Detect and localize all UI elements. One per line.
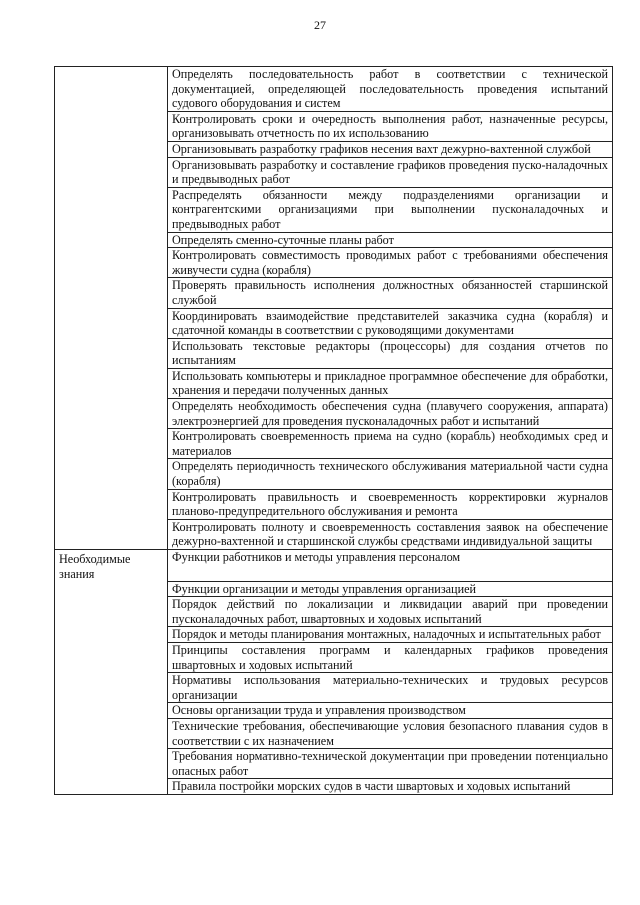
table-row <box>55 232 613 248</box>
requirement-item: Определять необходимость обеспечения судна (плавучего сооружения, аппарата) электроэнергией для проведения пусконаладочных работ и испытаний <box>168 399 613 429</box>
requirement-item: Требования нормативно-технической документации при проведении потенциально опасных работ <box>168 749 613 779</box>
section-label-cell <box>55 519 168 549</box>
section-label-cell <box>55 429 168 459</box>
section-label-cell <box>55 749 168 779</box>
requirement-item: Определять последовательность работ в соответствии с технической документацией, определяющей последовательность проведения испытаний судового оборудования и систем <box>168 67 613 112</box>
requirement-item: Проверять правильность исполнения должностных обязанностей старшинской службой <box>168 278 613 308</box>
table-row <box>55 581 613 597</box>
section-label-cell <box>55 673 168 703</box>
section-label-cell <box>55 111 168 141</box>
section-label-cell <box>55 232 168 248</box>
table-row <box>55 489 613 519</box>
requirement-item: Определять сменно-суточные планы работ <box>168 232 613 248</box>
section-label-cell <box>55 278 168 308</box>
requirement-item: Организовывать разработку и составление графиков проведения пуско-наладочных и предвыводных работ <box>168 157 613 187</box>
section-label-cell <box>55 368 168 398</box>
table-row <box>55 141 613 157</box>
requirement-item: Основы организации труда и управления производством <box>168 703 613 719</box>
section-label-cell <box>55 489 168 519</box>
requirement-item: Технические требования, обеспечивающие условия безопасного плавания судов в соответствии с их назначением <box>168 719 613 749</box>
section-label-cell <box>55 550 168 582</box>
section-label-cell <box>55 67 168 112</box>
table-row <box>55 703 613 719</box>
requirement-item: Использовать компьютеры и прикладное программное обеспечение для обработки, хранения и передачи полученных данных <box>168 368 613 398</box>
requirement-item: Функции организации и методы управления организацией <box>168 581 613 597</box>
requirement-item: Распределять обязанности между подразделениями организации и контрагентскими организациями при выполнении пусконаладочных и предвыводных работ <box>168 187 613 232</box>
table-row <box>55 429 613 459</box>
table-row <box>55 673 613 703</box>
requirement-item: Контролировать сроки и очередность выполнения работ, назначенные ресурсы, организовывать отчетность по их использованию <box>168 111 613 141</box>
requirement-item: Контролировать своевременность приема на судно (корабль) необходимых сред и материалов <box>168 429 613 459</box>
requirements-table <box>54 66 613 795</box>
section-label-cell <box>55 719 168 749</box>
section-label-cell <box>55 643 168 673</box>
section-label-cell <box>55 597 168 627</box>
requirement-item: Организовывать разработку графиков несения вахт дежурно-вахтенной службой <box>168 141 613 157</box>
table-row <box>55 278 613 308</box>
table-row <box>55 519 613 549</box>
requirement-item: Использовать текстовые редакторы (процессоры) для создания отчетов по испытаниям <box>168 338 613 368</box>
table-row <box>55 719 613 749</box>
section-label-cell <box>55 308 168 338</box>
section-label-cell <box>55 581 168 597</box>
table-row <box>55 779 613 795</box>
section-label-cell <box>55 459 168 489</box>
section-label-cell <box>55 627 168 643</box>
page-number: 27 <box>314 18 326 32</box>
table-row <box>55 157 613 187</box>
table-row <box>55 368 613 398</box>
section-label-cell <box>55 141 168 157</box>
requirement-item: Правила постройки морских судов в части швартовых и ходовых испытаний <box>168 779 613 795</box>
section-label-cell <box>55 187 168 232</box>
requirement-item: Функции работников и методы управления персоналом <box>168 550 613 582</box>
section-label-cell <box>55 248 168 278</box>
section-label-cell <box>55 338 168 368</box>
requirement-item: Порядок действий по локализации и ликвидации аварий при проведении пусконаладочных работ, швартовных и ходовых испытаний <box>168 597 613 627</box>
requirement-item: Порядок и методы планирования монтажных, наладочных и испытательных работ <box>168 627 613 643</box>
requirement-item: Координировать взаимодействие представителей заказчика судна (корабля) и сдаточной команды в соответствии с руководящими документами <box>168 308 613 338</box>
section-label-cell <box>55 157 168 187</box>
requirement-item: Контролировать правильность и своевременность корректировки журналов планово-предупредительного обслуживания и ремонта <box>168 489 613 519</box>
table-row <box>55 597 613 627</box>
table-row <box>55 111 613 141</box>
table-row <box>55 338 613 368</box>
table-row <box>55 308 613 338</box>
table-row <box>55 627 613 643</box>
section-label-cell <box>55 779 168 795</box>
table-row <box>55 459 613 489</box>
table-row <box>55 550 613 582</box>
table-row <box>55 187 613 232</box>
section-label-cell <box>55 703 168 719</box>
section-label: знания <box>59 566 95 581</box>
table-row <box>55 399 613 429</box>
requirement-item: Контролировать совместимость проводимых работ с требованиями обеспечения живучести судна (корабля) <box>168 248 613 278</box>
table-row <box>55 749 613 779</box>
table-row <box>55 248 613 278</box>
table-row <box>55 67 613 112</box>
requirement-item: Нормативы использования материально-технических и трудовых ресурсов организации <box>168 673 613 703</box>
requirement-item: Определять периодичность технического обслуживания материальной части судна (корабля) <box>168 459 613 489</box>
table-row <box>55 643 613 673</box>
requirement-item: Контролировать полноту и своевременность составления заявок на обеспечение дежурно-вахтенной и старшинской службы средствами индивидуальной защиты <box>168 519 613 549</box>
requirement-item: Принципы составления программ и календарных графиков проведения швартовных и ходовых испытаний <box>168 643 613 673</box>
section-label: Необходимые <box>59 552 131 566</box>
section-label-cell <box>55 399 168 429</box>
